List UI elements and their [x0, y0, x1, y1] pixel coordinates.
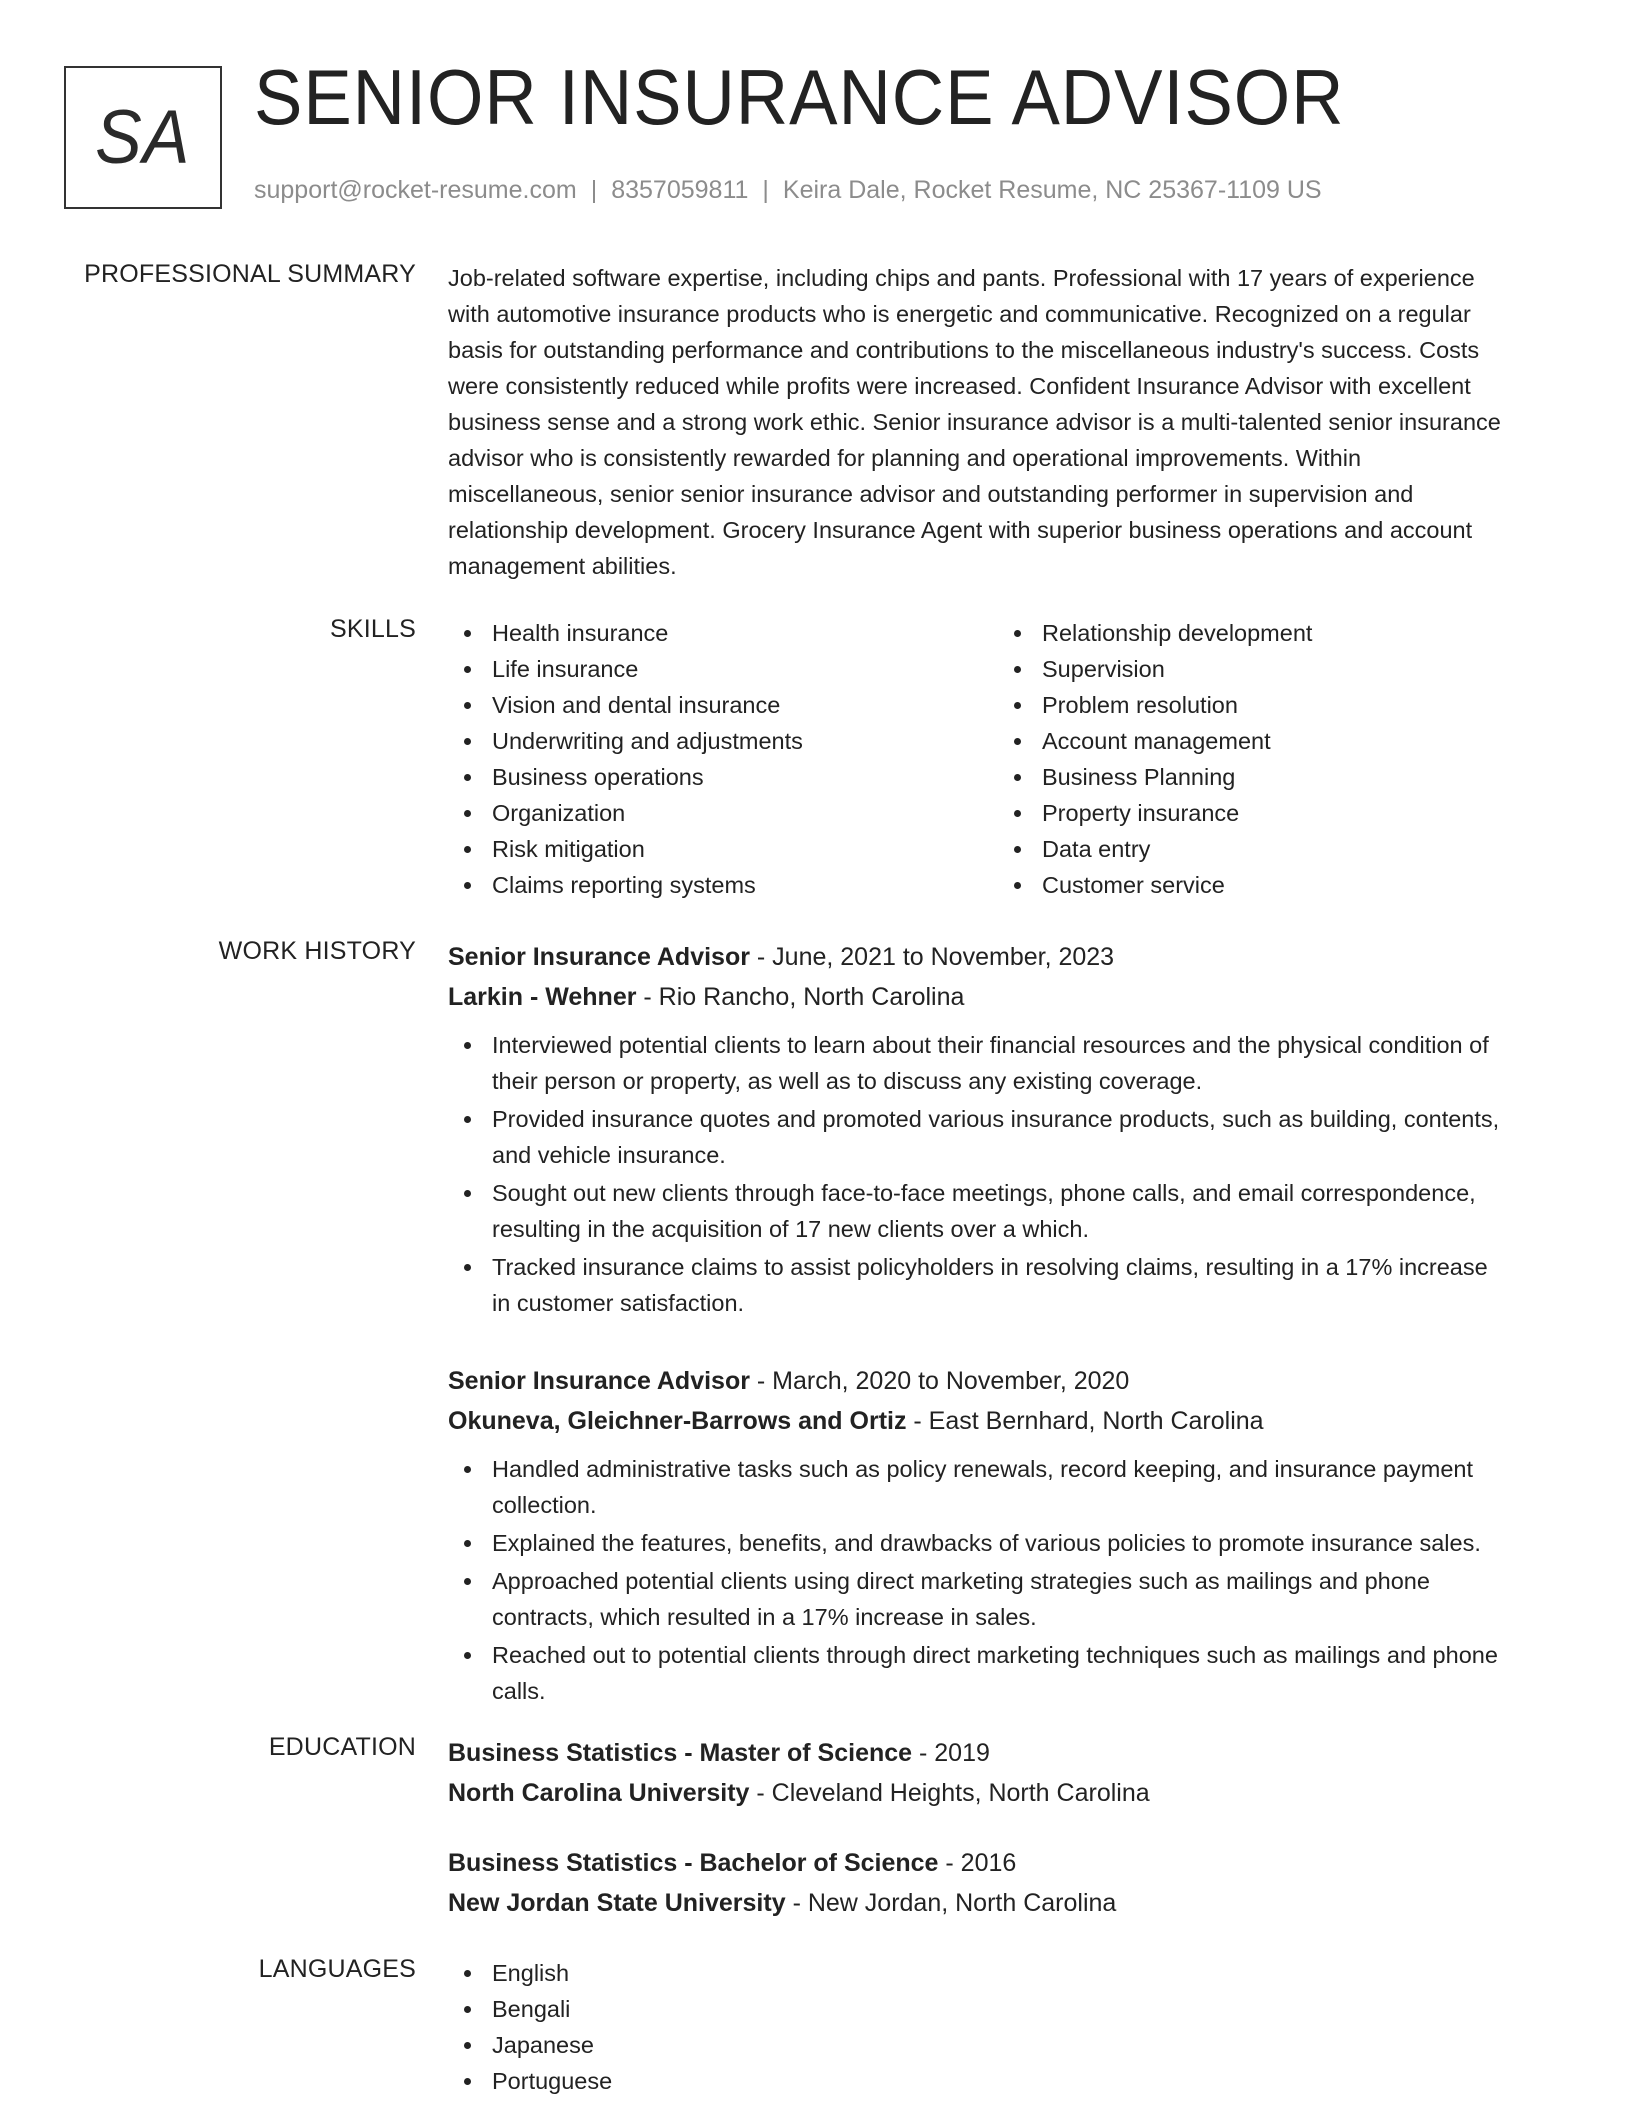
school-line	[448, 1883, 1568, 1923]
skill-item: Customer service	[998, 867, 1548, 903]
section-label-languages: LANGUAGES	[258, 1955, 416, 1983]
degree-line	[448, 1843, 1568, 1883]
bullet-line: calls.	[492, 1678, 546, 1704]
job-dates: - June, 2021 to November, 2023	[749, 943, 1115, 971]
bullet-line: collection.	[492, 1492, 597, 1518]
section-label-summary: PROFESSIONAL SUMMARY	[84, 260, 416, 288]
job-company-line	[448, 977, 1568, 1017]
language-item: Japanese	[448, 2027, 1568, 2063]
education-entry	[448, 1843, 1568, 1923]
contact-line	[254, 176, 1322, 205]
job-dates: - March, 2020 to November, 2020	[749, 1367, 1130, 1395]
job-bullet	[448, 1027, 1568, 1099]
work-content	[448, 937, 1568, 1723]
degree-line	[448, 1733, 1568, 1773]
monogram-box	[64, 66, 222, 209]
job-title-line	[448, 937, 1568, 977]
skills-content	[448, 615, 1568, 903]
job-entry	[448, 1361, 1568, 1709]
job-bullet	[448, 1249, 1568, 1321]
job-company-line	[448, 1401, 1568, 1441]
bullet-line: Handled administrative tasks such as policy renewals, record keeping, and insurance payment	[492, 1456, 1473, 1482]
skill-item: Relationship development	[998, 615, 1548, 651]
page-title: SENIOR INSURANCE ADVISOR	[254, 53, 1345, 141]
bullet-line: Explained the features, benefits, and drawbacks of various policies to promote insurance sales.	[492, 1530, 1481, 1556]
job-bullet	[448, 1637, 1568, 1709]
language-item: Portuguese	[448, 2063, 1568, 2099]
skill-item: Account management	[998, 723, 1548, 759]
contact-phone: 8357059811	[611, 176, 749, 204]
job-location: - Rio Rancho, North Carolina	[636, 983, 965, 1011]
bullet-line: and vehicle insurance.	[492, 1142, 726, 1168]
bullet-line: Tracked insurance claims to assist policyholders in resolving claims, resulting in a 17% increase	[492, 1254, 1488, 1280]
job-bullet	[448, 1451, 1568, 1523]
job-bullets	[448, 1027, 1568, 1321]
job-entry	[448, 937, 1568, 1321]
summary-line: basis for outstanding performance and contributions to the miscellaneous industry's success. Costs	[448, 337, 1480, 363]
bullet-line: Approached potential clients using direct marketing strategies such as mailings and phone	[492, 1568, 1430, 1594]
summary-line: were consistently reduced while profits were increased. Confident Insurance Advisor with excellent	[448, 373, 1471, 399]
degree-year: - 2019	[912, 1739, 990, 1767]
job-bullet	[448, 1175, 1568, 1247]
degree-year: - 2016	[938, 1849, 1017, 1877]
summary-text	[448, 260, 1568, 584]
languages-list	[448, 1955, 1568, 2099]
skill-item: Risk mitigation	[448, 831, 998, 867]
skill-item: Business Planning	[998, 759, 1548, 795]
section-label-education: EDUCATION	[268, 1733, 416, 1761]
job-title: Senior Insurance Advisor	[448, 943, 750, 971]
job-bullets	[448, 1451, 1568, 1709]
bullet-line: Interviewed potential clients to learn about their financial resources and the physical condition of	[492, 1032, 1489, 1058]
job-bullet	[448, 1525, 1568, 1561]
job-company: Okuneva, Gleichner-Barrows and Ortiz	[448, 1407, 907, 1435]
skills-list-right	[998, 615, 1548, 903]
school: New Jordan State University	[448, 1889, 786, 1917]
contact-separator: |	[590, 176, 598, 204]
skill-item: Property insurance	[998, 795, 1548, 831]
monogram-initials: SA	[95, 95, 191, 180]
skill-item: Underwriting and adjustments	[448, 723, 998, 759]
summary-line: advisor who is consistently rewarded for planning and operational improvements. Within	[448, 445, 1362, 471]
skill-item: Vision and dental insurance	[448, 687, 998, 723]
skill-item: Business operations	[448, 759, 998, 795]
section-label-work: WORK HISTORY	[218, 937, 416, 965]
summary-line: business sense and a strong work ethic. Senior insurance advisor is a multi-talented senior insurance	[448, 409, 1501, 435]
bullet-line: contracts, which resulted in a 17% increase in sales.	[492, 1604, 1037, 1630]
summary-line: with automotive insurance products who is energetic and communicative. Recognized on a regular	[448, 301, 1471, 327]
skill-item: Problem resolution	[998, 687, 1548, 723]
skill-item: Organization	[448, 795, 998, 831]
job-title: Senior Insurance Advisor	[448, 1367, 750, 1395]
job-bullet	[448, 1101, 1568, 1173]
skill-item: Claims reporting systems	[448, 867, 998, 903]
bullet-line: Provided insurance quotes and promoted various insurance products, such as building, contents,	[492, 1106, 1500, 1132]
bullet-line: in customer satisfaction.	[492, 1290, 745, 1316]
skill-item: Supervision	[998, 651, 1548, 687]
section-label-skills: SKILLS	[330, 615, 416, 643]
degree: Business Statistics - Bachelor of Science	[448, 1849, 939, 1877]
school-line	[448, 1773, 1568, 1813]
education-content	[448, 1733, 1568, 1923]
skills-columns	[448, 615, 1568, 903]
job-location: - East Bernhard, North Carolina	[906, 1407, 1264, 1435]
contact-email: support@rocket-resume.com	[254, 176, 577, 204]
summary-line: Job-related software expertise, including chips and pants. Professional with 17 years of experience	[448, 265, 1475, 291]
language-item: English	[448, 1955, 1568, 1991]
skill-item: Data entry	[998, 831, 1548, 867]
bullet-line: Reached out to potential clients through direct marketing techniques such as mailings and phone	[492, 1642, 1498, 1668]
bullet-line: resulting in the acquisition of 17 new clients over a which.	[492, 1216, 1089, 1242]
job-bullet	[448, 1563, 1568, 1635]
skills-list-left	[448, 615, 998, 903]
language-item: Bengali	[448, 1991, 1568, 2027]
skill-item: Life insurance	[448, 651, 998, 687]
contact-separator: |	[762, 176, 769, 204]
bullet-line: Sought out new clients through face-to-face meetings, phone calls, and email correspondence,	[492, 1180, 1476, 1206]
summary-line: management abilities.	[448, 553, 677, 579]
job-title-line	[448, 1361, 1568, 1401]
school-location: - New Jordan, North Carolina	[785, 1889, 1117, 1917]
languages-content	[448, 1955, 1568, 2099]
contact-address: Keira Dale, Rocket Resume, NC 25367-1109 US	[782, 176, 1322, 204]
summary-line: miscellaneous, senior senior insurance advisor and outstanding performer in supervision and	[448, 481, 1414, 507]
summary-line: relationship development. Grocery Insurance Agent with superior business operations and account	[448, 517, 1473, 543]
bullet-line: their person or property, as well as to discuss any existing coverage.	[492, 1068, 1203, 1094]
education-entry	[448, 1733, 1568, 1813]
job-company: Larkin - Wehner	[448, 983, 637, 1011]
school: North Carolina University	[448, 1779, 750, 1807]
skill-item: Health insurance	[448, 615, 998, 651]
degree: Business Statistics - Master of Science	[448, 1739, 913, 1767]
school-location: - Cleveland Heights, North Carolina	[749, 1779, 1150, 1807]
